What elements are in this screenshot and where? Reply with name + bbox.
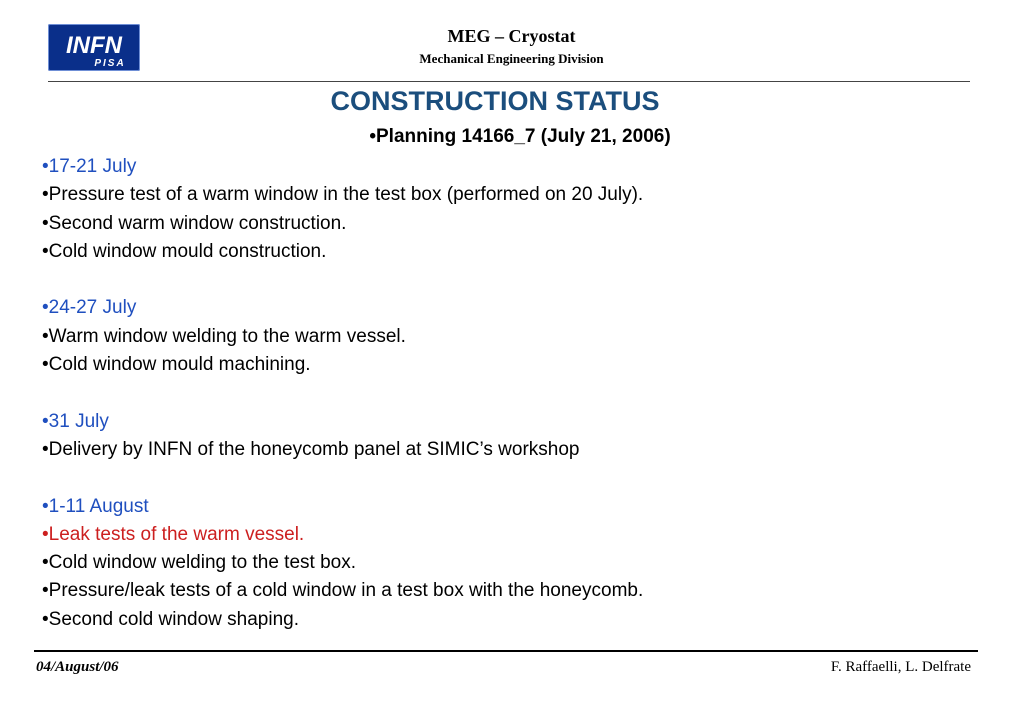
list-item: •Cold window mould machining. — [42, 354, 311, 376]
list-item: •31 July — [42, 410, 109, 432]
spacer-line — [42, 464, 982, 492]
spacer-line — [42, 266, 982, 294]
list-item: •Warm window welding to the warm vessel. — [42, 325, 406, 347]
list-item: •Pressure test of a warm window in the test box (performed on 20 July). — [42, 184, 644, 206]
list-item: •Leak tests of the warm vessel. — [42, 523, 305, 545]
header-title: MEG – Cryostat — [447, 26, 576, 46]
list-item: •Delivery by INFN of the honeycomb panel at SIMIC’s workshop — [42, 438, 580, 460]
list-item: •Second warm window construction. — [42, 212, 347, 234]
footer-divider — [34, 650, 978, 652]
header-divider — [48, 81, 970, 82]
footer-date: 04/August/06 — [36, 659, 119, 675]
slide-subtitle: •Planning 14166_7 (July 21, 2006) — [369, 126, 671, 147]
list-item: •1-11 August — [42, 495, 149, 517]
list-item: •Cold window mould construction. — [42, 240, 327, 262]
list-item: •Pressure/leak tests of a cold window in a test box with the honeycomb. — [42, 580, 644, 602]
footer-authors: F. Raffaelli, L. Delfrate — [830, 659, 971, 675]
logo-text: INFN — [66, 32, 122, 59]
logo-sub-text: PISA — [94, 58, 126, 69]
spacer-line — [42, 379, 982, 407]
list-item: •Cold window welding to the test box. — [42, 552, 356, 574]
list-item: •24-27 July — [42, 297, 137, 319]
slide-title: CONSTRUCTION STATUS — [330, 86, 660, 116]
list-item: •17-21 July — [42, 156, 137, 177]
header-subtitle: Mechanical Engineering Division — [419, 51, 604, 66]
status-list — [42, 153, 982, 634]
list-item: •Second cold window shaping. — [42, 608, 299, 630]
